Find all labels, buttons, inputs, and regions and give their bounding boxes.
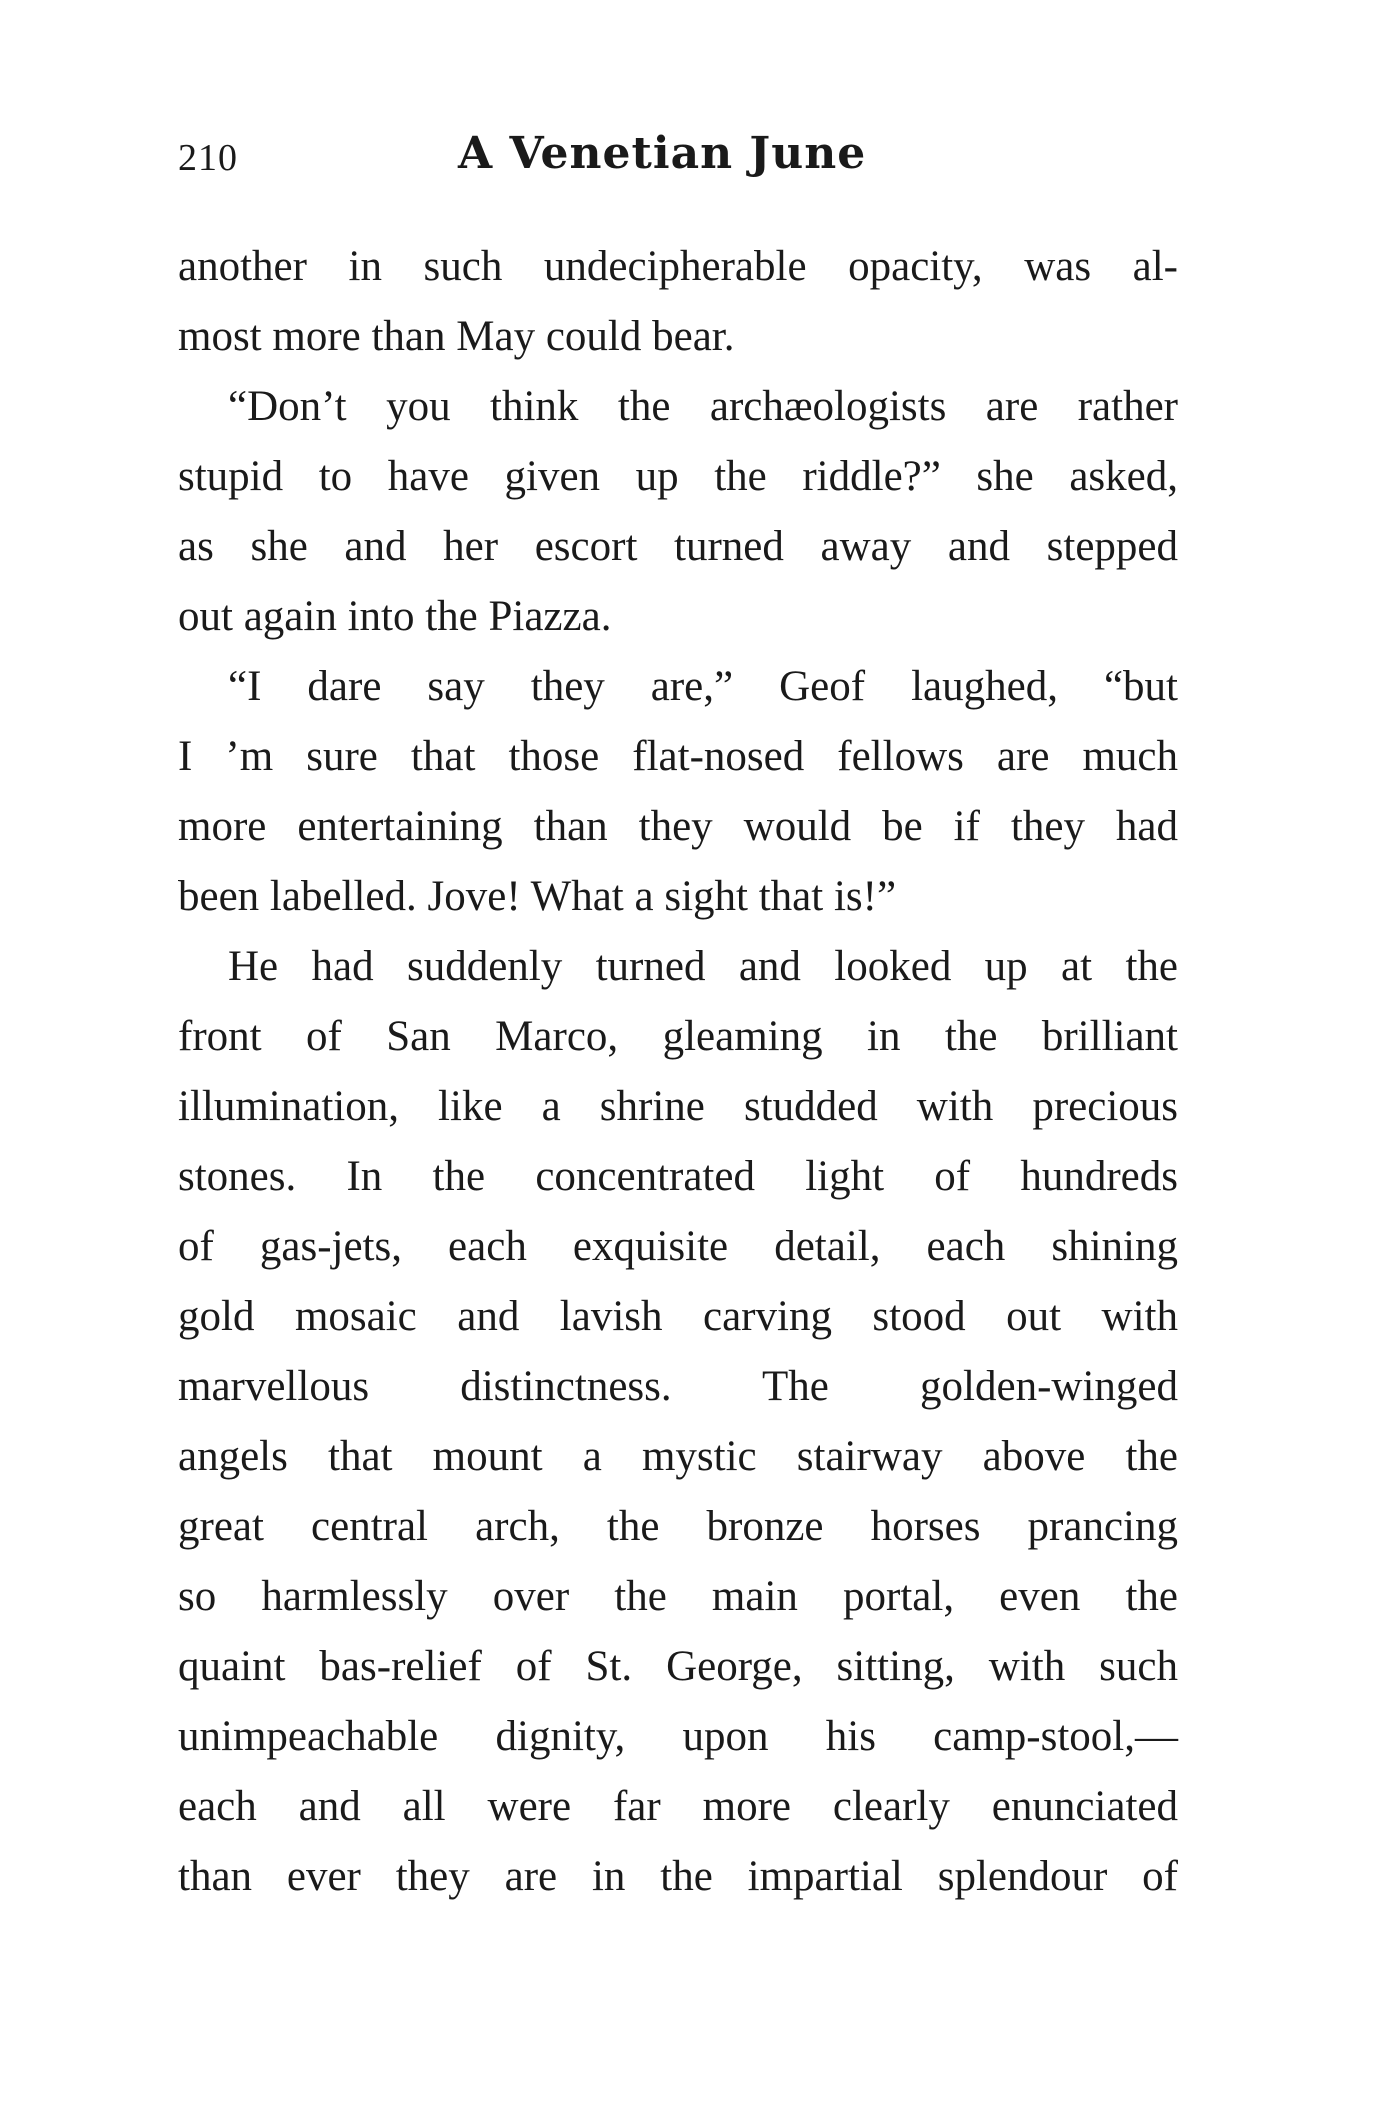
- text-line: I ’m sure that those flat-nosed fellows are much: [178, 733, 1178, 780]
- text-line: gold mosaic and lavish carving stood out with: [178, 1293, 1178, 1340]
- text-line: “I dare say they are,” Geof laughed, “but: [228, 663, 1178, 710]
- text-line: than ever they are in the impartial splendour of: [178, 1853, 1178, 1900]
- text-line: most more than May could bear.: [178, 313, 735, 360]
- text-line: stupid to have given up the riddle?” she asked,: [178, 453, 1178, 500]
- text-line: out again into the Piazza.: [178, 593, 612, 640]
- text-line: unimpeachable dignity, upon his camp-stool,—: [178, 1713, 1178, 1760]
- text-line: “Don’t you think the archæologists are rather: [228, 383, 1178, 430]
- text-line: marvellous distinctness. The golden-winged: [178, 1363, 1178, 1410]
- text-line: quaint bas-relief of St. George, sitting, with such: [178, 1643, 1178, 1690]
- text-line: great central arch, the bronze horses prancing: [178, 1503, 1178, 1550]
- text-line: each and all were far more clearly enunciated: [178, 1783, 1178, 1830]
- text-line: illumination, like a shrine studded with precious: [178, 1083, 1178, 1130]
- page-number: 210: [178, 137, 238, 179]
- text-line: stones. In the concentrated light of hundreds: [178, 1153, 1178, 1200]
- text-line: another in such undecipherable opacity, was al-: [178, 243, 1178, 290]
- text-line: front of San Marco, gleaming in the brilliant: [178, 1013, 1178, 1060]
- text-line: so harmlessly over the main portal, even the: [178, 1573, 1178, 1620]
- page-header: [178, 128, 1178, 198]
- body-text: [178, 232, 1178, 1912]
- text-line: He had suddenly turned and looked up at the: [228, 943, 1178, 990]
- text-line: angels that mount a mystic stairway above the: [178, 1433, 1178, 1480]
- text-line: as she and her escort turned away and stepped: [178, 523, 1178, 570]
- running-title: A Venetian June: [458, 128, 867, 179]
- text-line: more entertaining than they would be if they had: [178, 803, 1178, 850]
- text-line: been labelled. Jove! What a sight that is!”: [178, 873, 897, 920]
- text-line: of gas-jets, each exquisite detail, each shining: [178, 1223, 1178, 1270]
